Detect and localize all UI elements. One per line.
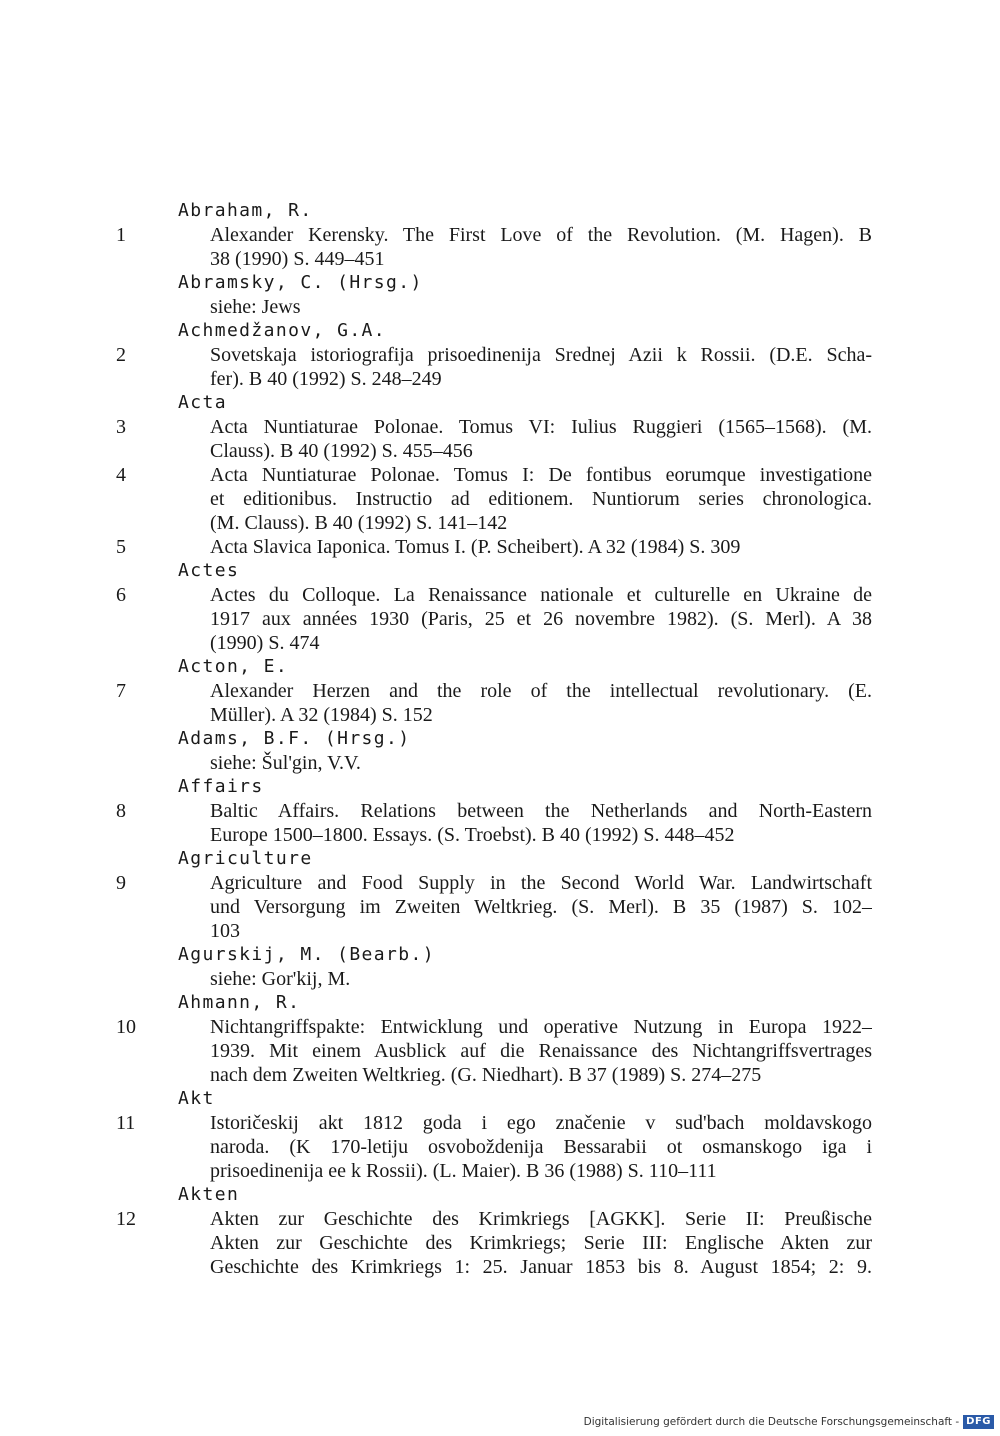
entry-row [0,679,1000,703]
entry-continuation-row [0,487,1000,511]
entry-row [0,535,1000,559]
entry-text: Akten zur Geschichte des Krimkriegs [AGKK]. Serie II: Preußische [210,1208,872,1230]
entry-row [0,463,1000,487]
entry-number: 11 [116,1112,136,1134]
entry-text: nach dem Zweiten Weltkrieg. (G. Niedhart). B 37 (1989) S. 274–275 [210,1064,762,1086]
author-heading: Abramsky, C. (Hrsg.) [178,272,423,293]
bibliography-register [0,199,1000,1279]
entry-text: Sovetskaja istoriografija prisoedinenija Srednej Azii k Rossii. (D.E. Scha- [210,344,872,366]
author-heading: Actes [178,560,240,581]
entry-number: 4 [116,464,126,486]
author-heading-row [0,1183,1000,1207]
entry-text: 103 [210,920,240,942]
entry-continuation-row [0,247,1000,271]
entry-text: Europe 1500–1800. Essays. (S. Troebst). B 40 (1992) S. 448–452 [210,824,735,846]
entry-row [0,799,1000,823]
entry-row [0,1015,1000,1039]
entry-number: 3 [116,416,126,438]
entry-continuation-row [0,751,1000,775]
author-heading: Acta [178,392,227,413]
entry-number: 5 [116,536,126,558]
entry-continuation-row [0,1063,1000,1087]
entry-number: 8 [116,800,126,822]
entry-text: prisoedinenija ee k Rossii). (L. Maier). B 36 (1988) S. 110–111 [210,1160,717,1182]
entry-text: und Versorgung im Zweiten Weltkrieg. (S. Merl). B 35 (1987) S. 102– [210,896,872,918]
entry-text: 1939. Mit einem Ausblick auf die Renaissance des Nichtangriffsvertrages [210,1040,872,1062]
entry-text: (1990) S. 474 [210,632,320,654]
entry-text: siehe: Jews [210,296,301,318]
entry-row [0,343,1000,367]
entry-continuation-row [0,1039,1000,1063]
entry-number: 9 [116,872,126,894]
entry-continuation-row [0,895,1000,919]
entry-text: naroda. (K 170-letiju osvoboždenija Bessarabii ot osmanskogo iga i [210,1136,872,1158]
entry-continuation-row [0,367,1000,391]
entry-text: Alexander Kerensky. The First Love of the Revolution. (M. Hagen). B [210,224,872,246]
author-heading: Abraham, R. [178,200,313,221]
entry-continuation-row [0,607,1000,631]
entry-number: 10 [116,1016,136,1038]
author-heading-row [0,655,1000,679]
entry-continuation-row [0,439,1000,463]
entry-continuation-row [0,1231,1000,1255]
author-heading-row [0,1087,1000,1111]
entry-number: 2 [116,344,126,366]
entry-continuation-row [0,631,1000,655]
author-heading: Affairs [178,776,264,797]
entry-continuation-row [0,1255,1000,1279]
entry-number: 6 [116,584,126,606]
entry-text: Istoričeskij akt 1812 goda i ego značenie v sud'bach moldavskogo [210,1112,872,1134]
footer-text: Digitalisierung gefördert durch die Deutsche Forschungsgemeinschaft - [583,1416,960,1428]
entry-text: et editionibus. Instructio ad editionem. Nuntiorum series chronologica. [210,488,872,510]
entry-text: 38 (1990) S. 449–451 [210,248,385,270]
entry-text: Baltic Affairs. Relations between the Netherlands and North-Eastern [210,800,872,822]
entry-number: 12 [116,1208,136,1230]
entry-continuation-row [0,1135,1000,1159]
entry-text: siehe: Šul'gin, V.V. [210,752,361,774]
entry-continuation-row [0,967,1000,991]
author-heading-row [0,991,1000,1015]
entry-text: Akten zur Geschichte des Krimkriegs; Serie III: Englische Akten zur [210,1232,872,1254]
entry-continuation-row [0,703,1000,727]
entry-text: Acta Nuntiaturae Polonae. Tomus VI: Iulius Ruggieri (1565–1568). (M. [210,416,872,438]
entry-continuation-row [0,1159,1000,1183]
dfg-logo: DFG [963,1415,994,1429]
author-heading: Agriculture [178,848,313,869]
author-heading-row [0,943,1000,967]
author-heading-row [0,775,1000,799]
author-heading: Adams, B.F. (Hrsg.) [178,728,411,749]
author-heading-row [0,271,1000,295]
author-heading-row [0,847,1000,871]
entry-text: Actes du Colloque. La Renaissance nationale et culturelle en Ukraine de [210,584,872,606]
author-heading: Achmedžanov, G.A. [178,320,387,341]
entry-row [0,415,1000,439]
entry-continuation-row [0,295,1000,319]
author-heading: Ahmann, R. [178,992,301,1013]
author-heading: Akten [178,1184,240,1205]
entry-text: Acta Nuntiaturae Polonae. Tomus I: De fontibus eorumque investigatione [210,464,872,486]
entry-continuation-row [0,919,1000,943]
entry-row [0,1207,1000,1231]
author-heading: Acton, E. [178,656,289,677]
entry-continuation-row [0,511,1000,535]
entry-text: Agriculture and Food Supply in the Second World War. Landwirtschaft [210,872,872,894]
author-heading-row [0,319,1000,343]
entry-row [0,871,1000,895]
entry-row [0,1111,1000,1135]
entry-row [0,223,1000,247]
digitization-footer [584,1414,994,1430]
entry-text: Geschichte des Krimkriegs 1: 25. Januar 1853 bis 8. August 1854; 2: 9. [210,1256,872,1278]
entry-text: Acta Slavica Iaponica. Tomus I. (P. Scheibert). A 32 (1984) S. 309 [210,536,741,558]
author-heading-row [0,559,1000,583]
author-heading-row [0,727,1000,751]
entry-text: Clauss). B 40 (1992) S. 455–456 [210,440,473,462]
author-heading: Akt [178,1088,215,1109]
entry-number: 7 [116,680,126,702]
entry-text: 1917 aux années 1930 (Paris, 25 et 26 novembre 1982). (S. Merl). A 38 [210,608,872,630]
entry-text: fer). B 40 (1992) S. 248–249 [210,368,442,390]
entry-text: Müller). A 32 (1984) S. 152 [210,704,433,726]
author-heading-row [0,391,1000,415]
entry-continuation-row [0,823,1000,847]
entry-text: Nichtangriffspakte: Entwicklung und operative Nutzung in Europa 1922– [210,1016,872,1038]
entry-text: siehe: Gor'kij, M. [210,968,351,990]
entry-row [0,583,1000,607]
author-heading: Agurskij, M. (Bearb.) [178,944,435,965]
entry-text: Alexander Herzen and the role of the intellectual revolutionary. (E. [210,680,872,702]
author-heading-row [0,199,1000,223]
entry-text: (M. Clauss). B 40 (1992) S. 141–142 [210,512,508,534]
entry-number: 1 [116,224,126,246]
